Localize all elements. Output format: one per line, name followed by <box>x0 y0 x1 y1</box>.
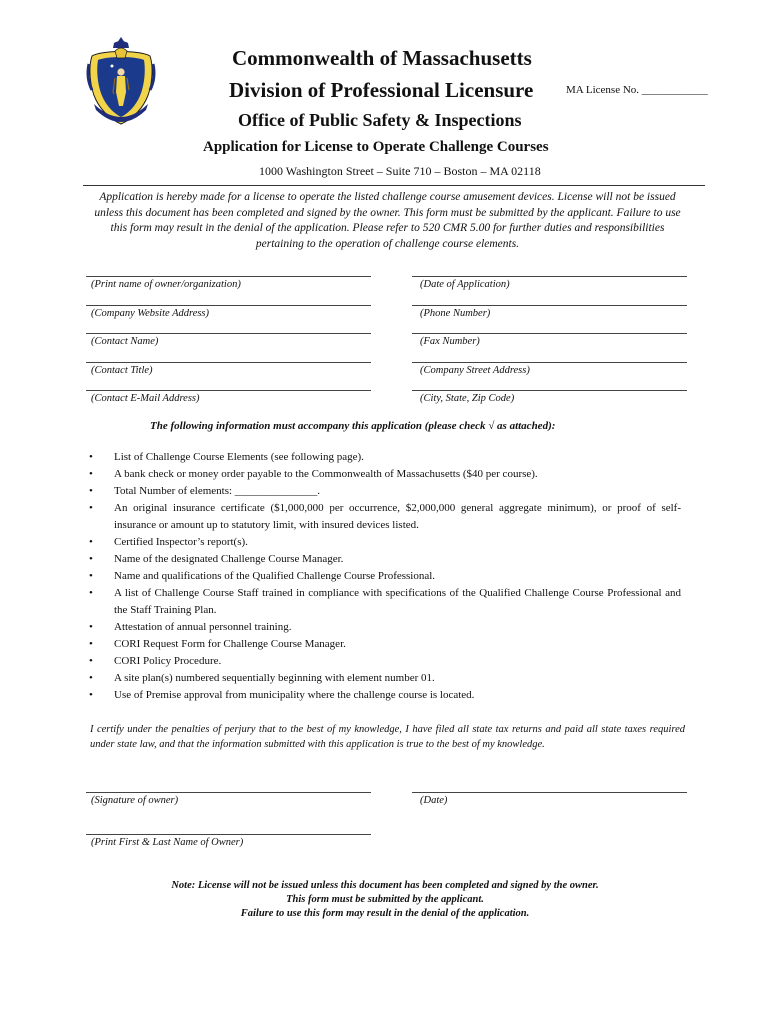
email-label: (Contact E-Mail Address) <box>91 393 200 404</box>
signature-label: (Signature of owner) <box>91 795 179 806</box>
list-item: • Name of the designated Challenge Course Manager. <box>84 551 681 568</box>
requirements-heading: The following information must accompany this application (please check √ as attached): <box>150 420 556 432</box>
phone-line[interactable] <box>412 305 687 306</box>
division-name: Division of Professional Licensure <box>229 78 534 102</box>
bullet-icon: • <box>89 587 93 599</box>
website-line[interactable] <box>86 305 371 306</box>
contact-title-line[interactable] <box>86 362 371 363</box>
city-state-zip-line[interactable] <box>412 390 687 391</box>
signature-date-label: (Date) <box>420 795 448 806</box>
list-item: • List of Challenge Course Elements (see following page). <box>84 449 681 466</box>
bullet-icon: • <box>89 621 93 633</box>
bullet-icon: • <box>89 451 93 463</box>
list-item: • CORI Policy Procedure. <box>84 653 681 670</box>
list-item: • A site plan(s) numbered sequentially beginning with element number 01. <box>84 670 681 687</box>
list-item: • Attestation of annual personnel training. <box>84 619 681 636</box>
bullet-icon: • <box>89 502 93 514</box>
list-item: • An original insurance certificate ($1,000,000 per occurrence, $2,000,000 general aggregate minimum), or proof of self-insurance or amount up to statutory limit, with insured devices listed. <box>89 502 681 531</box>
contact-name-label: (Contact Name) <box>91 336 159 347</box>
bullet-icon: • <box>89 689 93 701</box>
note-line-1: Note: License will not be issued unless this document has been completed and signed by the owner. <box>171 880 599 891</box>
list-item: • Name and qualifications of the Qualified Challenge Course Professional. <box>84 568 681 585</box>
bullet-icon: • <box>89 536 93 548</box>
list-item: • Total Number of elements: _______________. <box>84 483 681 500</box>
email-line[interactable] <box>86 390 371 391</box>
street-line[interactable] <box>412 362 687 363</box>
city-state-zip-label: (City, State, Zip Code) <box>420 393 515 404</box>
office-address: 1000 Washington Street – Suite 710 – Boston – MA 02118 <box>259 164 541 178</box>
fax-label: (Fax Number) <box>420 336 480 347</box>
agency-name: Commonwealth of Massachusetts <box>232 46 532 70</box>
phone-label: (Phone Number) <box>420 308 491 319</box>
note-line-2: This form must be submitted by the applicant. <box>286 894 484 905</box>
bullet-icon: • <box>89 672 93 684</box>
signature-line[interactable] <box>86 792 371 793</box>
contact-name-line[interactable] <box>86 333 371 334</box>
list-item: • CORI Request Form for Challenge Course Manager. <box>84 636 681 653</box>
owner-name-label: (Print name of owner/organization) <box>91 279 241 290</box>
intro-paragraph: Application is hereby made for a license to operate the listed challenge course amusement devices. License will not be issued unless this document has been completed and signed by the owner. This form must be submitted by the applicant. Failure to use this form may result in the denial of the application. Please refer to 520 CMR 5.00 for further duties and responsibilities pertaining to the operation of challenge course elements. <box>94 191 681 250</box>
bullet-icon: • <box>89 468 93 480</box>
bullet-icon: • <box>89 570 93 582</box>
date-of-application-line[interactable] <box>412 276 687 277</box>
bullet-icon: • <box>89 655 93 667</box>
print-name-label: (Print First & Last Name of Owner) <box>91 837 244 848</box>
fax-line[interactable] <box>412 333 687 334</box>
license-number-field[interactable]: MA License No. ____________ <box>566 84 708 96</box>
office-name: Office of Public Safety & Inspections <box>238 110 522 130</box>
note-line-3: Failure to use this form may result in the denial of the application. <box>240 908 530 919</box>
footer-note <box>90 879 680 921</box>
website-label: (Company Website Address) <box>91 308 210 319</box>
list-item: • A bank check or money order payable to the Commonwealth of Massachusetts ($40 per course). <box>84 466 681 483</box>
owner-name-line[interactable] <box>86 276 371 277</box>
list-item: • A list of Challenge Course Staff trained in compliance with specifications of the Qualified Challenge Course Professional and the Staff Training Plan. <box>89 587 681 616</box>
signature-date-line[interactable] <box>412 792 687 793</box>
massachusetts-seal-icon <box>84 34 158 128</box>
bullet-icon: • <box>89 553 93 565</box>
print-name-line[interactable] <box>86 834 371 835</box>
bullet-icon: • <box>89 485 93 497</box>
certification-statement: I certify under the penalties of perjury that to the best of my knowledge, I have filed all state tax returns and paid all state taxes required under state law, and that the information submitted with this application is true to the best of my knowledge. <box>90 724 685 750</box>
list-item: • Use of Premise approval from municipality where the challenge course is located. <box>84 687 681 704</box>
form-title: Application for License to Operate Challenge Courses <box>203 139 549 155</box>
date-of-application-label: (Date of Application) <box>420 279 510 290</box>
contact-title-label: (Contact Title) <box>91 365 153 376</box>
street-label: (Company Street Address) <box>420 365 530 376</box>
requirements-list <box>84 449 681 704</box>
list-item: • Certified Inspector’s report(s). <box>84 534 681 551</box>
header-divider <box>83 185 705 186</box>
bullet-icon: • <box>89 638 93 650</box>
